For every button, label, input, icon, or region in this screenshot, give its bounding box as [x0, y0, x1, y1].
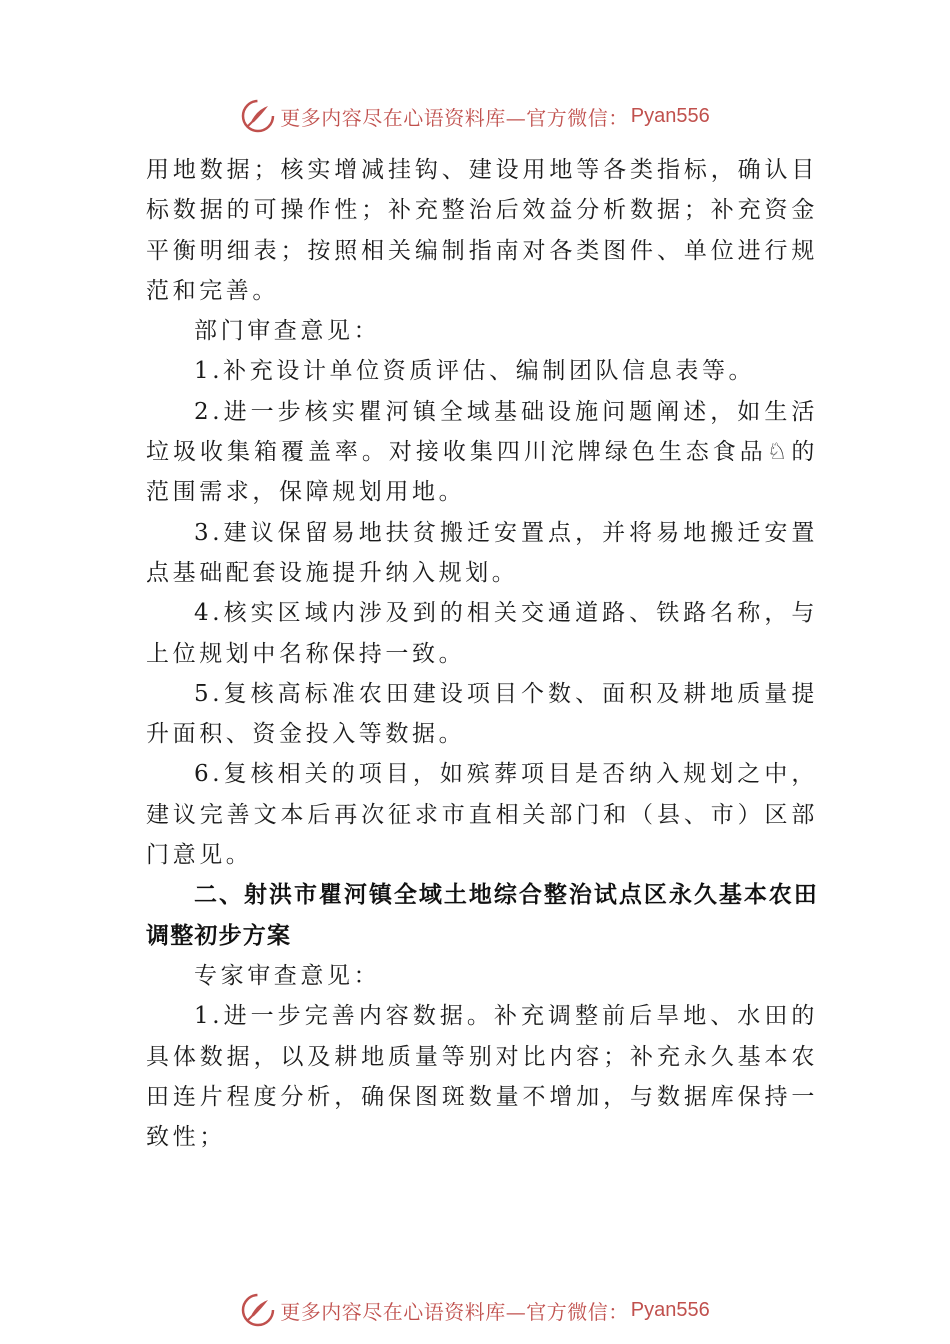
watermark-text: 更多内容尽在心语资料库—官方微信：: [280, 105, 629, 130]
dept-item-2: 2.进一步核实瞿河镇全域基础设施问题阐述，如生活垃圾收集箱覆盖率。对接收集四川沱牌绿色生态食品♘的范围需求，保障规划用地。: [146, 398, 818, 506]
dept-item-1: 1.补充设计单位资质评估、编制团队信息表等。: [194, 358, 756, 385]
watermark-text: 更多内容尽在心语资料库—官方微信：: [280, 1299, 629, 1324]
brush-logo-icon: [240, 98, 276, 134]
watermark-wechat-id: Pyan556: [630, 1298, 710, 1321]
dept-item-3: 3.建议保留易地扶贫搬迁安置点，并将易地搬迁安置点基础配套设施提升纳入规划。: [146, 519, 818, 586]
document-body: [146, 150, 818, 1157]
expert-review-heading: 专家审查意见：: [194, 962, 381, 989]
section-2-heading: 二、射洪市瞿河镇全域土地综合整治试点区永久基本农田调整初步方案: [146, 882, 818, 949]
footer-watermark: [0, 1290, 950, 1330]
intro-paragraph: 用地数据；核实增减挂钩、建设用地等各类指标，确认目标数据的可操作性；补充整治后效益分析数据；补充资金平衡明细表；按照相关编制指南对各类图件、单位进行规范和完善。: [146, 157, 818, 304]
dept-item-5: 5.复核高标准农田建设项目个数、面积及耕地质量提升面积、资金投入等数据。: [146, 680, 818, 748]
dept-item-6: 6.复核相关的项目，如殡葬项目是否纳入规划之中，建议完善文本后再次征求市直相关部门和（县、市）区部门意见。: [146, 761, 818, 869]
expert-item-1: 1.进一步完善内容数据。补充调整前后旱地、水田的具体数据，以及耕地质量等别对比内容；补充永久基本农田连片程度分析，确保图斑数量不增加，与数据库保持一致性；: [146, 1003, 818, 1151]
dept-item-4: 4.核实区域内涉及到的相关交通道路、铁路名称，与上位规划中名称保持一致。: [146, 600, 818, 667]
dept-review-heading: 部门审查意见：: [194, 318, 381, 345]
watermark-wechat-id: Pyan556: [630, 104, 710, 127]
brush-logo-icon: [240, 1292, 276, 1328]
header-watermark: [0, 96, 950, 136]
